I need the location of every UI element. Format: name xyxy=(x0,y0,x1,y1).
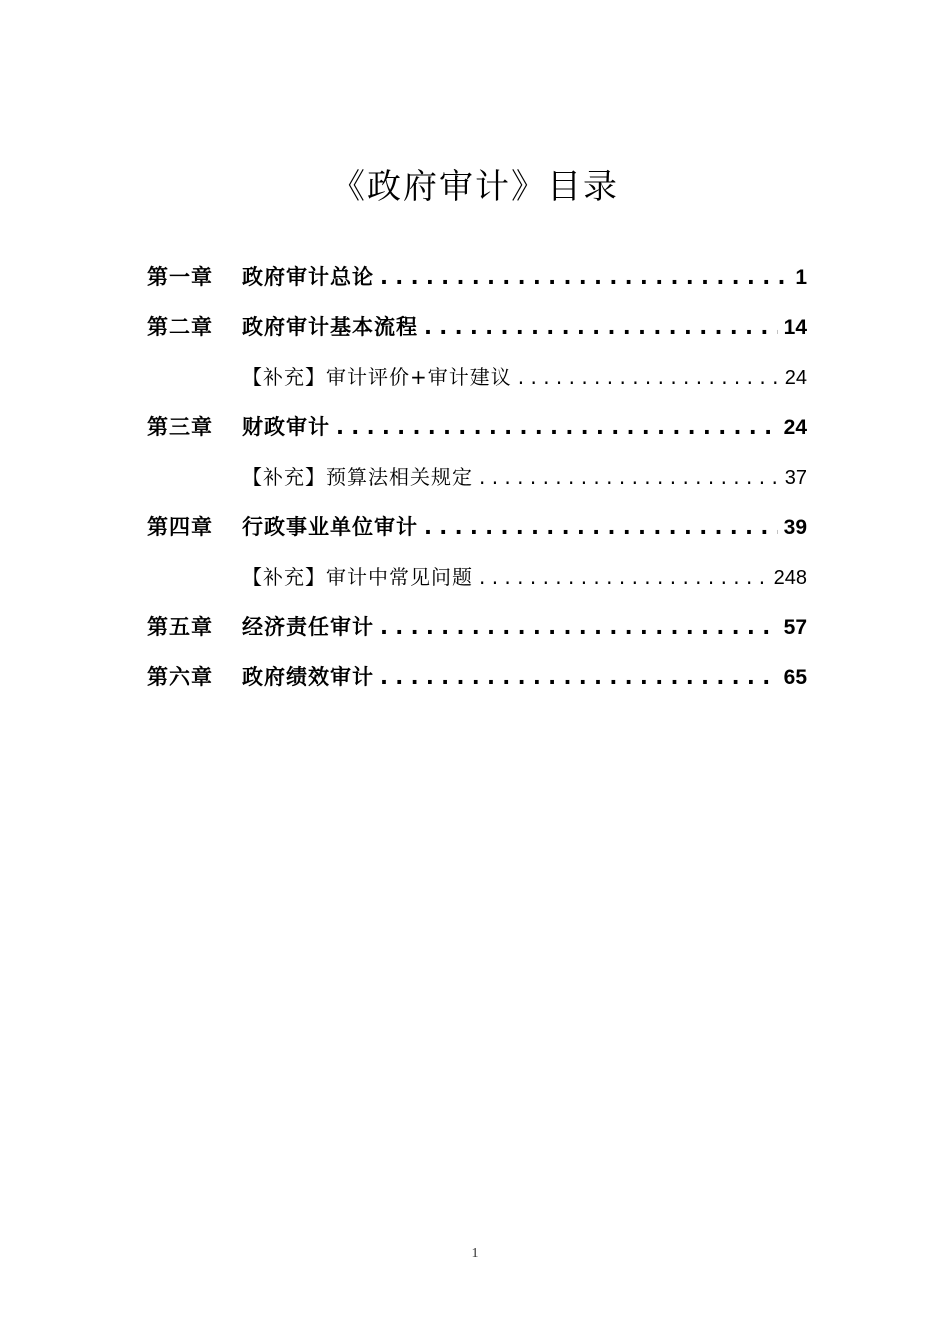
dot-leader xyxy=(518,358,779,396)
dot-leader xyxy=(336,408,778,446)
entry-title: 【补充】审计中常见问题 xyxy=(242,565,473,589)
toc-entry-chapter-4[interactable] xyxy=(147,508,807,558)
page-number: 14 xyxy=(783,316,807,339)
page-number: 65 xyxy=(783,666,807,689)
dot-leader xyxy=(479,558,768,596)
toc-entry-supplement-1[interactable] xyxy=(147,358,807,408)
entry-title: 【补充】审计评价+审计建议 xyxy=(242,365,512,389)
page-number: 24 xyxy=(783,416,807,439)
page-title: 《政府审计》目录 xyxy=(331,167,619,207)
toc-entry-chapter-6[interactable] xyxy=(147,658,807,708)
toc-entry-chapter-2[interactable] xyxy=(147,308,807,358)
entry-title: 政府审计总论 xyxy=(242,265,374,289)
page-number: 57 xyxy=(783,616,807,639)
toc-entry-chapter-3[interactable] xyxy=(147,408,807,458)
dot-leader xyxy=(380,258,789,296)
chapter-number: 第四章 xyxy=(147,515,213,539)
table-of-contents xyxy=(147,258,807,708)
entry-title: 政府审计基本流程 xyxy=(242,315,418,339)
page-number: 37 xyxy=(784,467,807,489)
entry-title: 行政事业单位审计 xyxy=(242,515,418,539)
chapter-number: 第六章 xyxy=(147,665,213,689)
page-number: 1 xyxy=(795,266,807,289)
entry-title: 政府绩效审计 xyxy=(242,665,374,689)
toc-entry-supplement-2[interactable] xyxy=(147,458,807,508)
toc-entry-chapter-1[interactable] xyxy=(147,258,807,308)
dot-leader xyxy=(380,658,778,696)
page-number: 248 xyxy=(773,567,807,589)
chapter-number: 第三章 xyxy=(147,415,213,439)
dot-leader xyxy=(380,608,778,646)
dot-leader xyxy=(479,458,779,496)
toc-entry-chapter-5[interactable] xyxy=(147,608,807,658)
page-number: 24 xyxy=(784,367,807,389)
toc-entry-supplement-3[interactable] xyxy=(147,558,807,608)
chapter-number: 第一章 xyxy=(147,265,213,289)
entry-title: 【补充】预算法相关规定 xyxy=(242,465,473,489)
entry-title: 财政审计 xyxy=(242,415,330,439)
dot-leader xyxy=(424,508,778,546)
page-number: 39 xyxy=(783,516,807,539)
footer-page-number: 1 xyxy=(471,1246,479,1261)
chapter-number: 第二章 xyxy=(147,315,213,339)
entry-title: 经济责任审计 xyxy=(242,615,374,639)
dot-leader xyxy=(424,308,778,346)
chapter-number: 第五章 xyxy=(147,615,213,639)
